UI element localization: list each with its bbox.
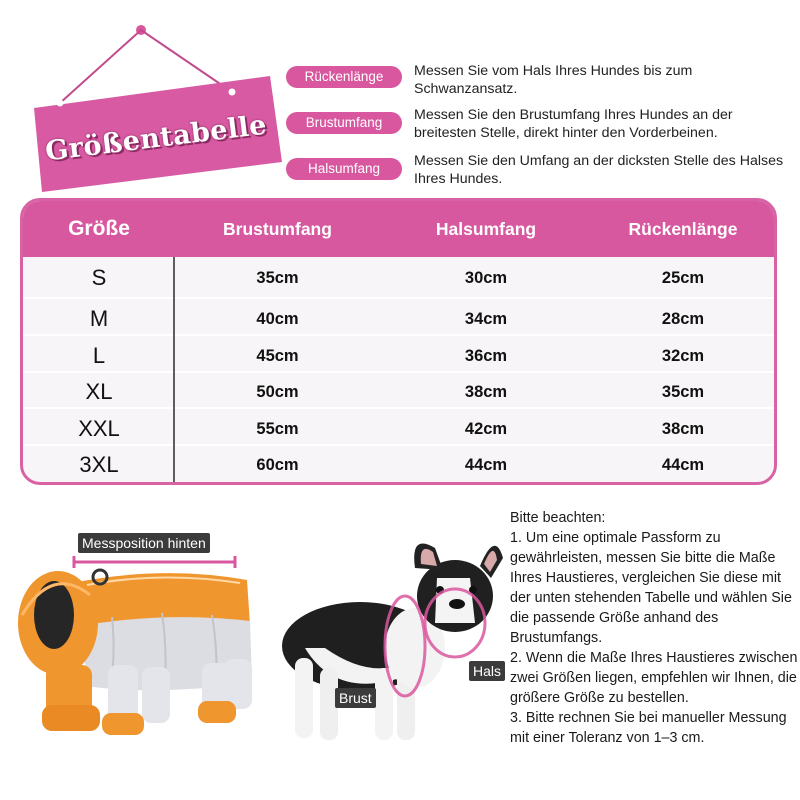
- term-pill: Halsumfang: [286, 158, 402, 180]
- definition-text: Messen Sie vom Hals Ihres Hundes bis zum Schwanzansatz.: [414, 63, 693, 97]
- definition-halsumfang: [286, 152, 796, 192]
- cell-rueckenlaenge: 28cm: [661, 309, 705, 328]
- note-item-1: 1. Um eine optimale Passform zu gewährleisten, messen Sie bitte die Maße Ihres Haustieres, vergleichen Sie diese mit der unten stehenden Tabelle und wählen Sie die passende Größe anhand des Brustumfangs.: [510, 530, 792, 646]
- definition-brustumfang: [286, 106, 796, 146]
- notes-section: [510, 508, 800, 748]
- dog-image: [265, 528, 505, 750]
- header-brustumfang: Brustumfang: [223, 218, 332, 239]
- cell-size: L: [92, 343, 106, 368]
- cell-rueckenlaenge: 35cm: [661, 382, 705, 401]
- cell-rueckenlaenge: 25cm: [661, 268, 705, 287]
- header-halsumfang: Halsumfang: [435, 218, 537, 239]
- column-divider: [173, 257, 175, 485]
- cell-brustumfang: 60cm: [256, 455, 299, 474]
- cell-size: 3XL: [79, 452, 119, 477]
- brust-label: Brust: [335, 688, 376, 708]
- table-header: [23, 201, 774, 257]
- row-divider: [23, 297, 774, 299]
- cell-rueckenlaenge: 44cm: [661, 455, 705, 474]
- cell-halsumfang: 44cm: [464, 455, 508, 474]
- term-pill: Rückenlänge: [286, 66, 402, 88]
- cell-rueckenlaenge: 38cm: [661, 419, 705, 438]
- cell-size: XL: [85, 379, 113, 404]
- definition-text: Messen Sie den Umfang an der dicksten Stelle des Halses Ihres Hundes.: [414, 153, 784, 187]
- back-length-measure-line: [72, 556, 237, 568]
- table-row: [23, 338, 774, 374]
- cell-size: XXL: [78, 416, 120, 441]
- cell-size: M: [89, 306, 109, 331]
- header-groesse: Größe: [68, 217, 130, 240]
- table-row: [23, 374, 774, 410]
- term-pill: Brustumfang: [286, 112, 402, 134]
- cell-rueckenlaenge: 32cm: [661, 346, 705, 365]
- dog-jacket-image: [12, 555, 262, 745]
- cell-brustumfang: 40cm: [256, 309, 299, 328]
- row-divider: [23, 407, 774, 409]
- table-row: [23, 260, 774, 296]
- cell-halsumfang: 36cm: [464, 346, 508, 365]
- cell-halsumfang: 42cm: [464, 419, 508, 438]
- row-divider: [23, 444, 774, 446]
- row-divider: [23, 371, 774, 373]
- cell-halsumfang: 34cm: [464, 309, 508, 328]
- messposition-label: Messposition hinten: [78, 533, 210, 553]
- note-item-3: 3. Bitte rechnen Sie bei manueller Messung mit einer Toleranz von 1–3 cm.: [510, 710, 787, 746]
- cell-halsumfang: 30cm: [464, 268, 508, 287]
- sign-title: Größentabelle: [43, 109, 269, 167]
- cell-size: S: [91, 265, 107, 290]
- definition-text: Messen Sie den Brustumfang Ihres Hundes an der breitesten Stelle, direkt hinter den Vorderbeinen.: [414, 107, 733, 141]
- cell-brustumfang: 45cm: [256, 346, 299, 365]
- table-row: [23, 447, 774, 483]
- table-row: [23, 411, 774, 447]
- cell-brustumfang: 55cm: [256, 419, 299, 438]
- cell-halsumfang: 38cm: [464, 382, 508, 401]
- row-divider: [23, 334, 774, 336]
- definition-rueckenlaenge: [286, 62, 796, 102]
- size-table: [20, 198, 777, 485]
- size-chart-sign: [0, 0, 290, 200]
- cell-brustumfang: 35cm: [256, 268, 299, 287]
- note-item-2: 2. Wenn die Maße Ihres Haustieres zwischen zwei Größen liegen, empfehlen wir Ihnen, die größere Größe zu bestellen.: [510, 650, 798, 706]
- hals-label: Hals: [469, 661, 505, 681]
- cell-brustumfang: 50cm: [256, 382, 299, 401]
- table-row: [23, 301, 774, 337]
- notes-heading: Bitte beachten:: [510, 510, 606, 526]
- header-rueckenlaenge: Rückenlänge: [628, 218, 738, 239]
